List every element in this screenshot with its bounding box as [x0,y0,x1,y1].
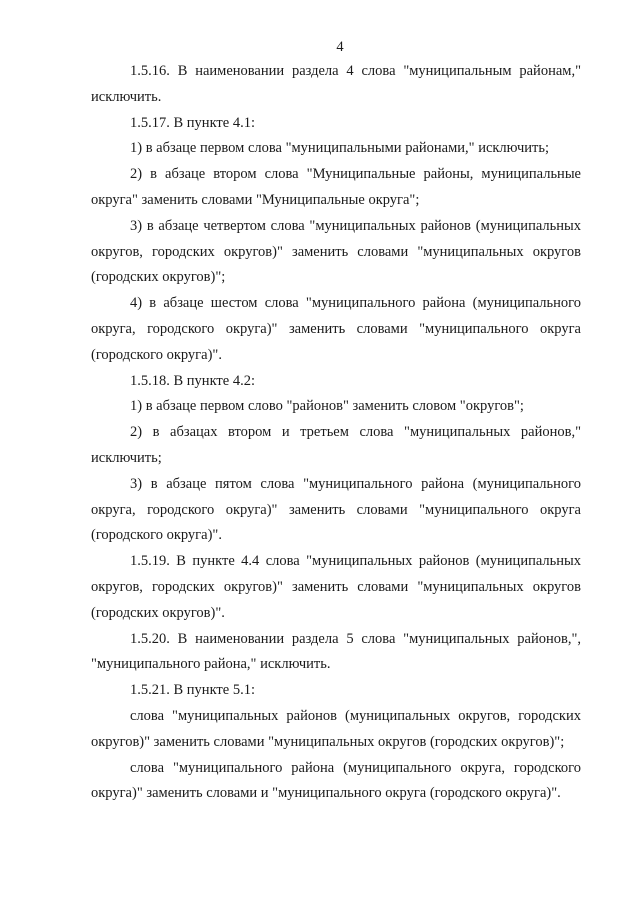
page-number: 4 [336,39,344,55]
paragraph-1-5-18-item-3: 3) в абзаце пятом слова "муниципального района (муниципального округа, городского округа)" заменить словами "муниципального округа (городского округа)". [91,475,581,544]
paragraph-1-5-20: 1.5.20. В наименовании раздела 5 слова "муниципальных районов,", "муниципального района," исключить. [91,630,581,673]
paragraph-1-5-19: 1.5.19. В пункте 4.4 слова "муниципальных районов (муниципальных округов, городских округов)" заменить словами "муниципальных округов (городских округов)". [91,553,581,621]
paragraph-1-5-18-item-2: 2) в абзацах втором и третьем слова "муниципальных районов," исключить; [91,424,581,466]
paragraph-1-5-18-item-1: 1) в абзаце первом слово "районов" заменить словом "округов"; [130,398,524,415]
paragraph-1-5-18-heading: 1.5.18. В пункте 4.2: [130,372,255,389]
document-body [91,59,581,807]
paragraph-1-5-21-item-2: слова "муниципального района (муниципального округа, городского округа)" заменить словами и "муниципального округа (городского округа)". [91,759,581,802]
paragraph-1-5-17-item-3: 3) в абзаце четвертом слова "муниципальных районов (муниципальных округов, городских округов)" заменить словами "муниципальных округов (городских округов)"; [91,217,581,286]
paragraph-1-5-17-item-1: 1) в абзаце первом слова "муниципальными районами," исключить; [130,140,549,157]
paragraph-1-5-21-item-1: слова "муниципальных районов (муниципальных округов, городских округов)" заменить словами "муниципальных округов (городских округов)"; [91,707,581,750]
paragraph-1-5-21-heading: 1.5.21. В пункте 5.1: [130,682,255,699]
paragraph-1-5-17-item-4: 4) в абзаце шестом слова "муниципального района (муниципального округа, городского округа)" заменить словами "муниципального округа (городского округа)". [91,295,581,363]
paragraph-1-5-17-heading: 1.5.17. В пункте 4.1: [130,114,255,131]
paragraph-1-5-17-item-2: 2) в абзаце втором слова "Муниципальные районы, муниципальные округа" заменить словами "Муниципальные округа"; [91,166,581,208]
paragraph-1-5-16: 1.5.16. В наименовании раздела 4 слова "муниципальным районам," исключить. [91,63,581,105]
